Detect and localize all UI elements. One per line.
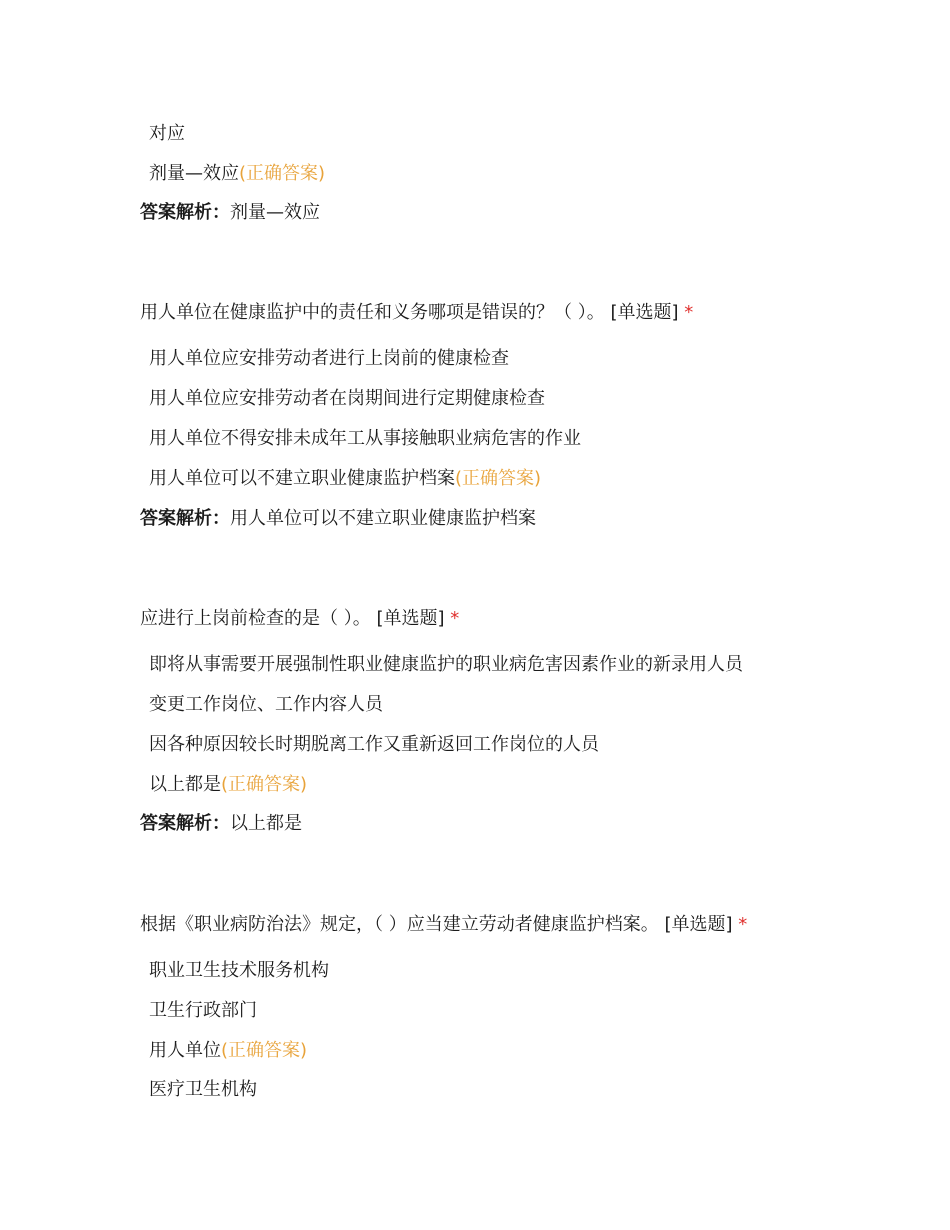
analysis-text: 用人单位可以不建立职业健康监护档案	[230, 508, 536, 529]
option-item	[149, 653, 743, 677]
question-text: 应进行上岗前检查的是（ ）。	[140, 608, 371, 629]
option-item	[149, 467, 541, 491]
option-text: 用人单位应安排劳动者进行上岗前的健康检查	[149, 348, 509, 369]
correct-answer-marker: (正确答案)	[221, 1040, 308, 1061]
question-type: [单选题]	[376, 608, 445, 629]
option-text: 医疗卫生机构	[149, 1079, 257, 1100]
option-text: 剂量—效应	[149, 163, 239, 184]
analysis-label: 答案解析：	[140, 508, 230, 529]
option-item	[149, 1039, 307, 1063]
correct-answer-marker: (正确答案)	[221, 774, 308, 795]
question-type: [单选题]	[610, 302, 679, 323]
question-type: [单选题]	[664, 914, 733, 935]
option-text: 职业卫生技术服务机构	[149, 960, 329, 981]
analysis-label: 答案解析：	[140, 202, 230, 223]
option-text: 对应	[149, 123, 185, 144]
required-marker: *	[450, 608, 460, 629]
option-item	[149, 999, 257, 1023]
analysis-label: 答案解析：	[140, 813, 230, 834]
option-item	[149, 1078, 257, 1102]
option-text: 变更工作岗位、工作内容人员	[149, 694, 383, 715]
option-text: 用人单位不得安排未成年工从事接触职业病危害的作业	[149, 428, 581, 449]
correct-answer-marker: (正确答案)	[455, 468, 542, 489]
option-item	[149, 427, 581, 451]
question-title	[140, 607, 459, 631]
analysis-text: 以上都是	[230, 813, 302, 834]
option-item	[149, 347, 509, 371]
correct-answer-marker: (正确答案)	[239, 163, 326, 184]
option-text: 用人单位应安排劳动者在岗期间进行定期健康检查	[149, 388, 545, 409]
option-item	[149, 693, 383, 717]
option-text: 以上都是	[149, 774, 221, 795]
answer-analysis	[140, 812, 302, 836]
option-text: 用人单位	[149, 1040, 221, 1061]
question-title	[140, 913, 747, 937]
option-item	[149, 162, 325, 186]
required-marker: *	[684, 302, 694, 323]
option-item	[149, 959, 329, 983]
option-item	[149, 773, 307, 797]
option-text: 用人单位可以不建立职业健康监护档案	[149, 468, 455, 489]
answer-analysis	[140, 201, 320, 225]
question-title	[140, 301, 693, 325]
answer-analysis	[140, 507, 536, 531]
option-text: 因各种原因较长时期脱离工作又重新返回工作岗位的人员	[149, 734, 599, 755]
option-text: 卫生行政部门	[149, 1000, 257, 1021]
required-marker: *	[738, 914, 748, 935]
question-text: 根据《职业病防治法》规定，（ ）应当建立劳动者健康监护档案。	[140, 914, 659, 935]
option-item	[149, 387, 545, 411]
analysis-text: 剂量—效应	[230, 202, 320, 223]
question-text: 用人单位在健康监护中的责任和义务哪项是错误的？（ ）。	[140, 302, 605, 323]
option-text: 即将从事需要开展强制性职业健康监护的职业病危害因素作业的新录用人员	[149, 654, 743, 675]
option-item	[149, 733, 599, 757]
option-item	[149, 122, 185, 146]
